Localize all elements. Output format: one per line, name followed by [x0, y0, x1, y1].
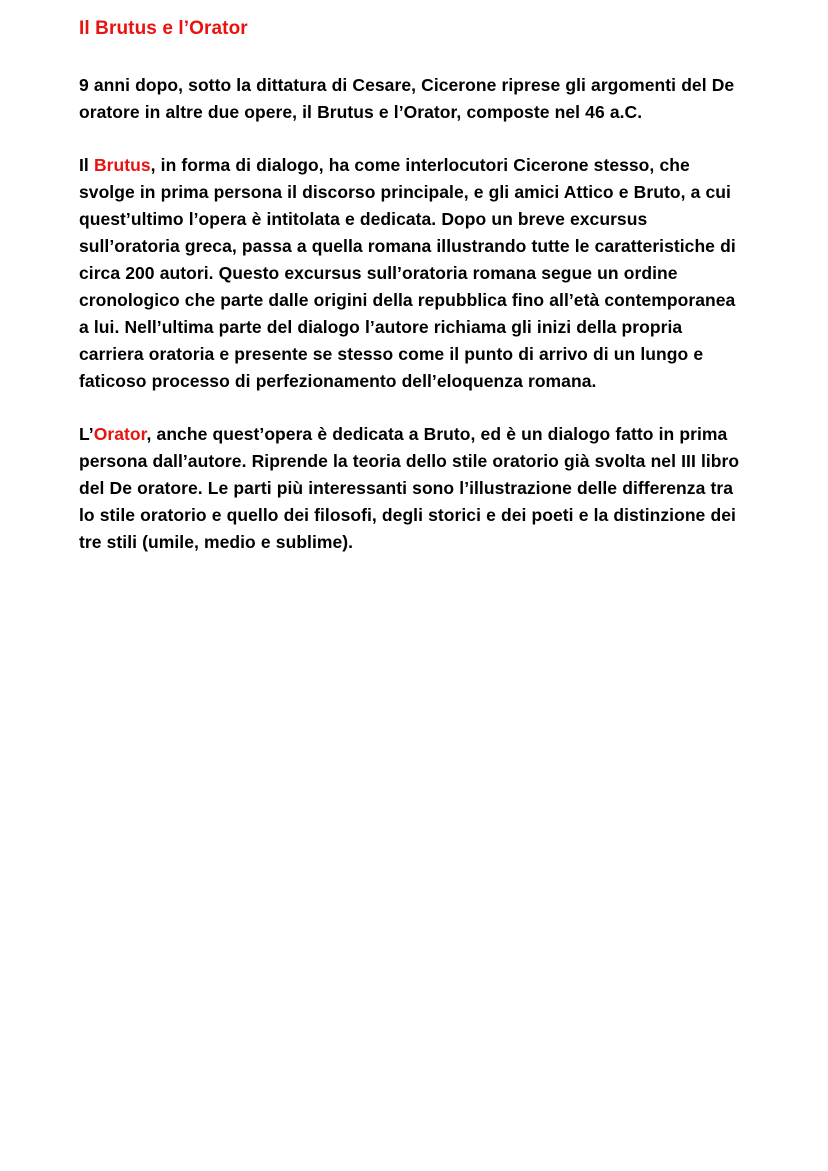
document-body	[79, 42, 744, 557]
text-run: L’	[79, 423, 94, 444]
text-run: , anche quest’opera è dedicata a Bruto, ed è un dialogo fatto in prima persona dall’autore. Riprende la teoria dello stile oratorio già svolta nel III libro del De oratore. Le parti più interessanti sono l’illustrazione delle differenza tra lo stile oratorio e quello dei filosofi, degli storici e dei poeti e la distinzione dei tre stili (umile, medio e sublime).	[79, 423, 740, 553]
paragraph-intro	[79, 42, 744, 126]
text-run: 9 anni dopo, sotto la dittatura di Cesare, Cicerone riprese gli argomenti del De oratore in altre due opere, il Brutus e l’Orator, composte nel 46 a.C.	[79, 74, 735, 122]
highlighted-term: Orator	[93, 423, 147, 444]
page-title: Il Brutus e l’Orator	[79, 18, 248, 39]
paragraph-brutus	[79, 126, 744, 395]
highlighted-term: Brutus	[93, 154, 151, 175]
paragraph-orator	[79, 395, 744, 556]
text-run: Il	[79, 154, 94, 175]
text-run: , in forma di dialogo, ha come interlocutori Cicerone stesso, che svolge in prima persona il discorso principale, e gli amici Attico e Bruto, a cui quest’ultimo l’opera è intitolata e dedicata. Dopo un breve excursus sull’oratoria greca, passa a quella romana illustrando tutte le caratteristiche di circa 200 autori. Questo excursus sull’oratoria romana segue un ordine cronologico che parte dalle origini della repubblica fino all’età contemporanea a lui. Nell’ultima parte del dialogo l’autore richiama gli inizi della propria carriera oratoria e presente se stesso come il punto di arrivo di un lungo e faticoso processo di perfezionamento dell’eloquenza romana.	[79, 154, 736, 391]
